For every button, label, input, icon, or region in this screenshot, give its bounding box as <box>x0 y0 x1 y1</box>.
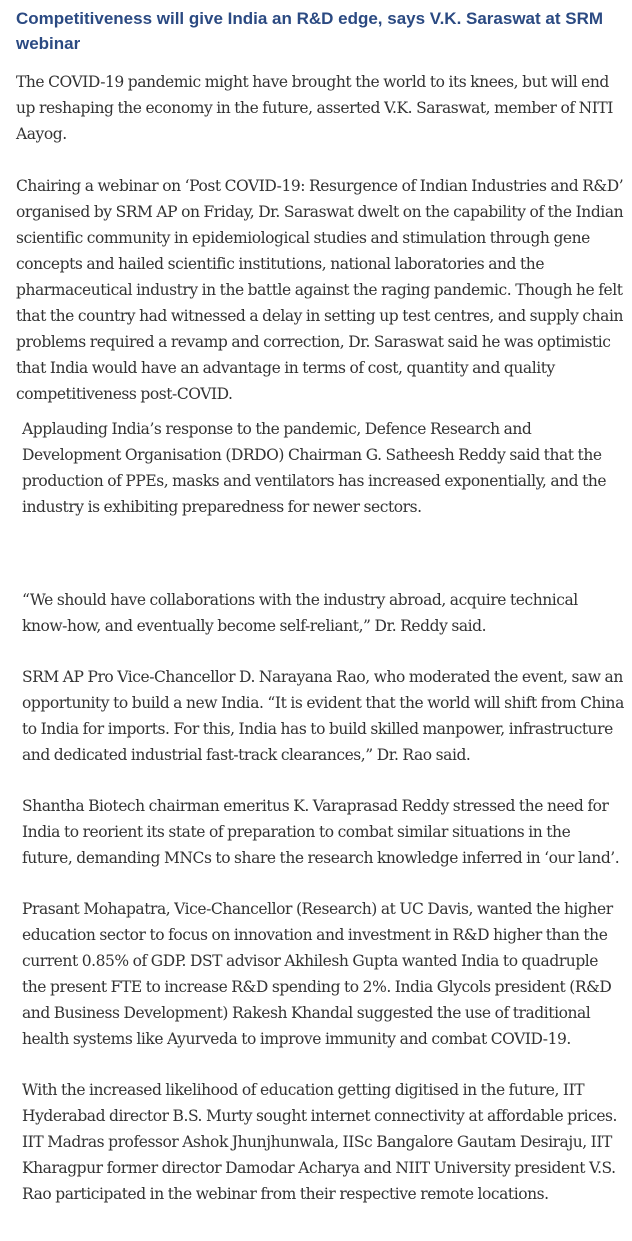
article-paragraph-1: The COVID-19 pandemic might have brought the world to its knees, but will end up reshaping the economy in the future, asserted V.K. Saraswat, member of NITI Aayog. <box>16 73 613 143</box>
article-paragraph-4: “We should have collaborations with the industry abroad, acquire technical know-how, and eventually become self-reliant,” Dr. Reddy said. <box>22 591 578 635</box>
article-headline: Competitiveness will give India an R&D edge, says V.K. Saraswat at SRM webinar <box>16 9 604 53</box>
article-paragraph-8: With the increased likelihood of education getting digitised in the future, IIT Hyderabad director B.S. Murty sought internet connectivity at affordable prices. IIT Madras professor Ashok Jhunjhunwala, IISc Bangalore Gautam Desiraju, IIT Kharagpur former director Damodar Acharya and NIIT University president V.S. Rao participated in the webinar from their respective remote locations. <box>22 1081 618 1203</box>
article-paragraph-5: SRM AP Pro Vice-Chancellor D. Narayana Rao, who moderated the event, saw an opportunity to build a new India. “It is evident that the world will shift from China to India for imports. For this, India has to build skilled manpower, infrastructure and dedicated industrial fast-track clearances,” Dr. Rao said. <box>22 668 624 764</box>
article-paragraph-3: Applauding India’s response to the pandemic, Defence Research and Development Organisation (DRDO) Chairman G. Satheesh Reddy said that the production of PPEs, masks and ventilators has increased exponentially, and the industry is exhibiting preparedness for newer sectors. <box>22 420 607 516</box>
article-paragraph-2: Chairing a webinar on ‘Post COVID-19: Resurgence of Indian Industries and R&D’ organised by SRM AP on Friday, Dr. Saraswat dwelt on the capability of the Indian scientific community in epidemiological studies and stimulation through gene concepts and hailed scientific institutions, national laboratories and the pharmaceutical industry in the battle against the raging pandemic. Though he felt that the country had witnessed a delay in setting up test centres, and supply chain problems required a revamp and correction, Dr. Saraswat said he was optimistic that India would have an advantage in terms of cost, quantity and quality competitiveness post-COVID. <box>16 177 624 403</box>
article-paragraph-6: Shantha Biotech chairman emeritus K. Varaprasad Reddy stressed the need for India to reorient its state of preparation to combat similar situations in the future, demanding MNCs to share the research knowledge inferred in ‘our land’. <box>22 797 620 867</box>
article-paragraph-7: Prasant Mohapatra, Vice-Chancellor (Research) at UC Davis, wanted the higher education sector to focus on innovation and investment in R&D higher than the current 0.85% of GDP. DST advisor Akhilesh Gupta wanted India to quadruple the present FTE to increase R&D spending to 2%. India Glycols president (R&D and Business Development) Rakesh Khandal suggested the use of traditional health systems like Ayurveda to improve immunity and combat COVID-19. <box>22 900 613 1048</box>
